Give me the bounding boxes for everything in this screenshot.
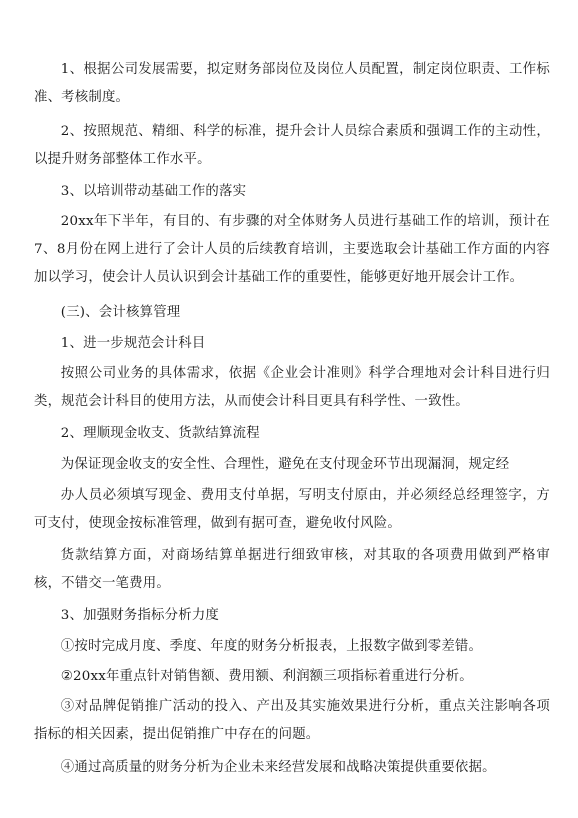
paragraph-training-heading: 3、以培训带动基础工作的落实: [60, 184, 247, 199]
paragraph-analysis-heading: 3、加强财务指标分析力度: [60, 608, 220, 623]
paragraph-analysis-item-3: ③对品牌促销推广活动的投入、产出及其实施效果进行分析，重点关注影响各项指标的相关因素，提出促销推广中存在的问题。: [34, 699, 550, 742]
paragraph-cash-body-2: 办人员必须填写现金、费用支付单据，写明支付原由，并必须经总经理签字，方可支付，使现金按标准管理，做到有据可查，避免收付风险。: [34, 488, 550, 531]
paragraph-standards: 2、按照规范、精细、科学的标准，提升会计人员综合素质和强调工作的主动性，以提升财务部整体工作水平。: [34, 124, 550, 167]
paragraph-subjects-body: 按照公司业务的具体需求，依据《企业会计准则》科学合理地对会计科目进行归类，规范会计科目的使用方法，从而使会计科目更具有科学性、一致性。: [34, 366, 550, 409]
paragraph-cash-heading: 2、理顺现金收支、货款结算流程: [60, 426, 260, 441]
paragraph-analysis-item-1: ①按时完成月度、季度、年度的财务分析报表，上报数字做到零差错。: [60, 639, 483, 654]
paragraph-cash-body-1: 为保证现金收支的安全性、合理性，避免在支付现金环节出现漏洞，规定经: [60, 457, 510, 472]
paragraph-analysis-item-4: ④通过高质量的财务分析为企业未来经营发展和战略决策提供重要依据。: [60, 760, 496, 775]
paragraph-training-body: 20xx年下半年，有目的、有步骤的对全体财务人员进行基础工作的培训，预计在7、8月份在网上进行了会计人员的后续教育培训，主要选取会计基础工作方面的内容加以学习，使会计人员认识到会计基础工作的重要性，能够更好地开展会计工作。: [34, 214, 550, 285]
paragraph-staffing: 1、根据公司发展需要，拟定财务部岗位及岗位人员配置，制定岗位职责、工作标准、考核制度。: [34, 62, 550, 105]
paragraph-subjects-heading: 1、进一步规范会计科目: [60, 336, 206, 351]
section-heading-accounting: (三)、会计核算管理: [60, 305, 181, 320]
paragraph-settlement: 货款结算方面，对商场结算单据进行细致审核，对其取的各项费用做到严格审核，不错交一笔费用。: [34, 548, 550, 591]
paragraph-analysis-item-2: ②20xx年重点针对销售额、费用额、利润额三项指标着重进行分析。: [60, 669, 473, 684]
